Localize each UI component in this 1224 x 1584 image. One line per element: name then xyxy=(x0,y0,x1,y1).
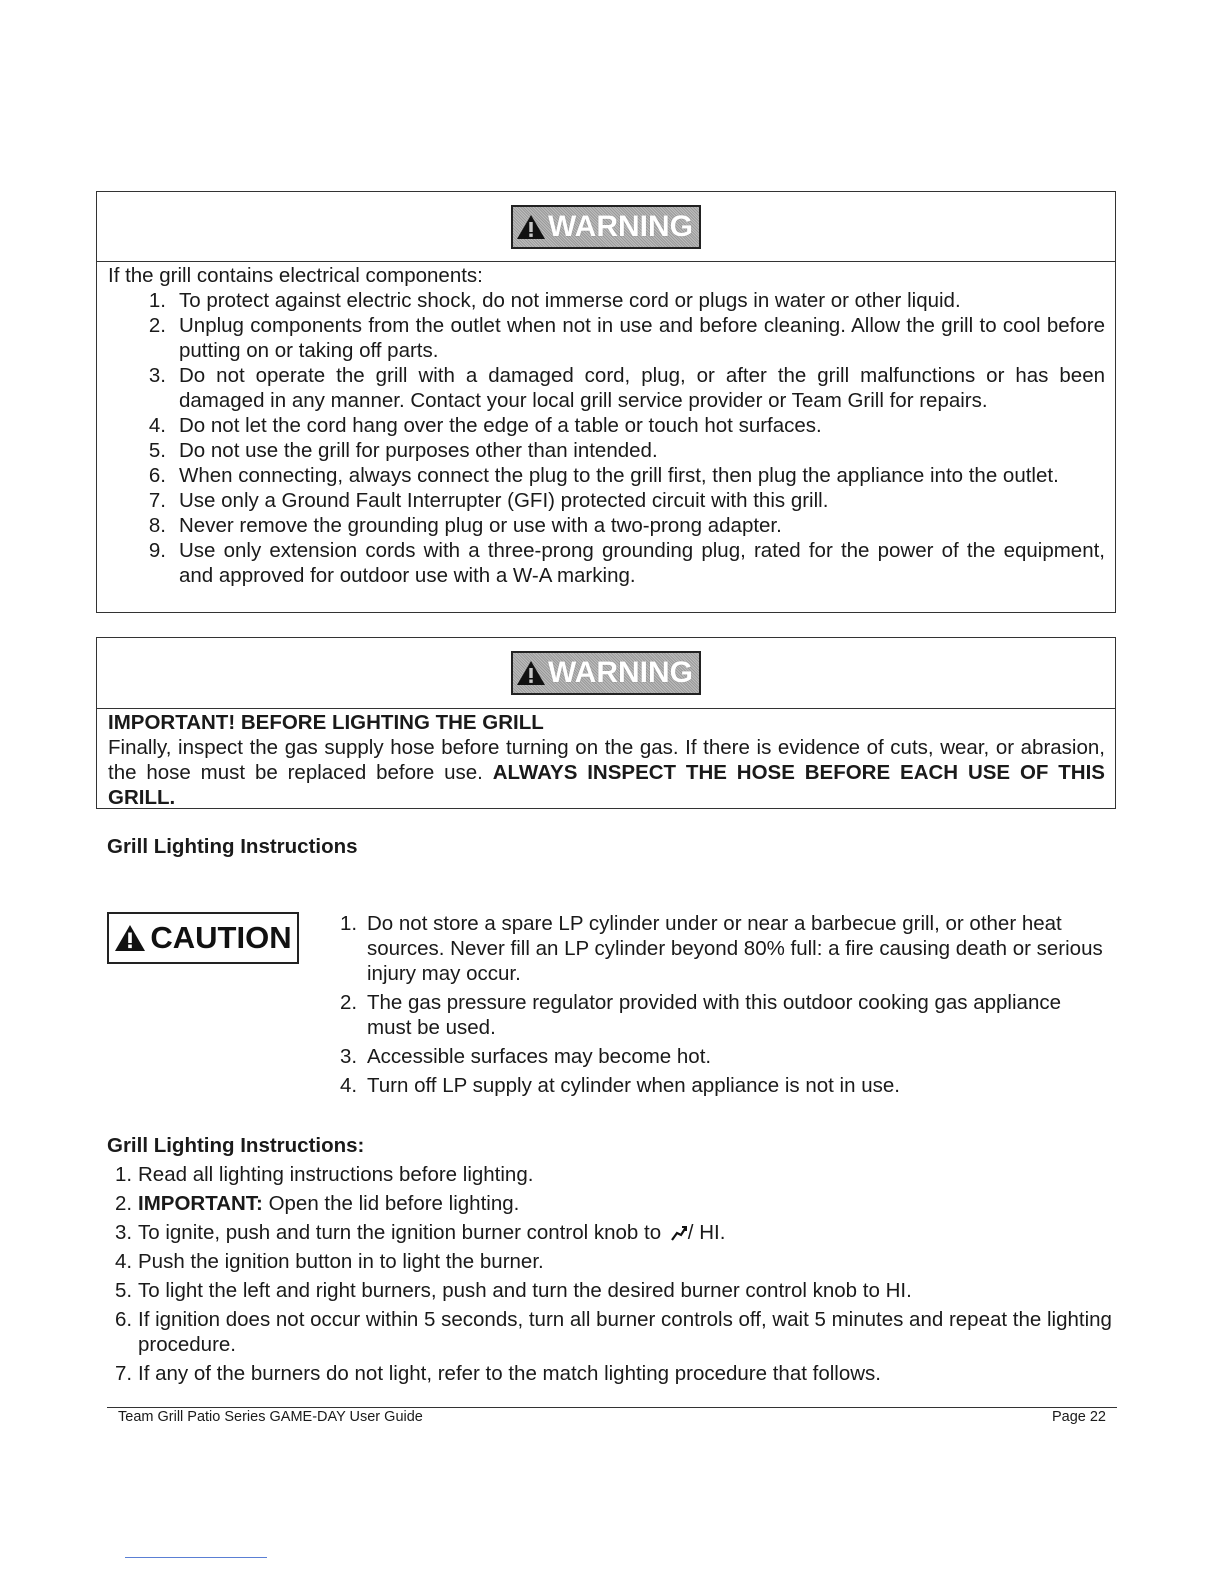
ignition-spark-icon xyxy=(670,1225,688,1241)
list-item: 7. If any of the burners do not light, refer to the match lighting procedure that follows. xyxy=(115,1362,881,1385)
section-title-lighting: Grill Lighting Instructions xyxy=(107,835,358,858)
warning-box-electrical xyxy=(96,191,1116,613)
warning-box-header xyxy=(97,638,1115,709)
warning-paragraph xyxy=(108,735,1105,810)
list-item: 2. IMPORTANT: Open the lid before lighting. xyxy=(115,1192,520,1215)
list-item: 6. If ignition does not occur within 5 seconds, turn all burner controls off, wait 5 minutes and repeat the lighting procedure. xyxy=(115,1308,1112,1356)
list-item: 5. To light the left and right burners, push and turn the desired burner control knob to HI. xyxy=(115,1279,912,1302)
warning-intro: If the grill contains electrical components: xyxy=(108,264,483,287)
warning-triangle-icon xyxy=(516,214,546,240)
warning-box-header xyxy=(97,192,1115,262)
warning-badge xyxy=(511,205,701,249)
bottom-divider xyxy=(125,1557,267,1558)
list-item: 4. Push the ignition button in to light the burner. xyxy=(115,1250,544,1273)
list-item: 3. Do not operate the grill with a damaged cord, plug, or after the grill malfunctions or has been damaged in any manner. Contact your local grill service provider or Team Grill for repairs. xyxy=(148,364,1105,412)
footer-divider xyxy=(107,1407,1117,1408)
list-item: 9. Use only extension cords with a three-prong grounding plug, rated for the power of the equipment, and approved for outdoor use with a W-A marking. xyxy=(148,539,1105,587)
caution-badge xyxy=(107,912,299,964)
section-title-lighting-steps: Grill Lighting Instructions: xyxy=(107,1134,365,1157)
warning-box-hose xyxy=(96,637,1116,809)
list-item: 2. Unplug components from the outlet when not in use and before cleaning. Allow the grill to cool before putting on or taking off parts. xyxy=(148,314,1105,362)
warning-box-body xyxy=(97,262,1115,588)
list-item: 6. When connecting, always connect the plug to the grill first, then plug the appliance into the outlet. xyxy=(148,464,1059,487)
list-item: 3. Accessible surfaces may become hot. xyxy=(340,1045,712,1068)
list-item: 4. Do not let the cord hang over the edge of a table or touch hot surfaces. xyxy=(148,414,822,437)
warning-emphasis-text: ALWAYS INSPECT THE HOSE BEFORE EACH USE OF THIS GRILL. xyxy=(108,761,1105,809)
warning-heading: IMPORTANT! BEFORE LIGHTING THE GRILL xyxy=(108,711,544,734)
list-item: 3. To ignite, push and turn the ignition burner control knob to / HI. xyxy=(115,1221,726,1244)
list-item: 1. To protect against electric shock, do not immerse cord or plugs in water or other liquid. xyxy=(148,289,961,312)
list-item: 8. Never remove the grounding plug or use with a two-prong adapter. xyxy=(148,514,782,537)
warning-badge-label: WARNING xyxy=(548,656,693,689)
caution-badge-label: CAUTION xyxy=(150,920,292,955)
warning-box-body xyxy=(97,709,1115,810)
footer-guide-title: Team Grill Patio Series GAME-DAY User Guide xyxy=(118,1409,423,1425)
warning-body-text: Finally, inspect the gas supply hose before turning on the gas. If there is evidence of cuts, wear, or abrasion, the hose must be replaced before use. xyxy=(108,736,1105,784)
list-item: 2. The gas pressure regulator provided with this outdoor cooking gas appliance must be used. xyxy=(340,991,1061,1039)
list-item: 5. Do not use the grill for purposes other than intended. xyxy=(148,439,658,462)
footer-page-number: Page 22 xyxy=(1051,1409,1106,1425)
electrical-warning-list xyxy=(108,288,1105,588)
caution-triangle-icon xyxy=(114,924,146,952)
warning-triangle-icon xyxy=(516,660,546,686)
list-item: 4. Turn off LP supply at cylinder when appliance is not in use. xyxy=(340,1074,900,1097)
list-item: 1. Read all lighting instructions before lighting. xyxy=(115,1163,534,1186)
lighting-steps-list xyxy=(115,1162,1115,1390)
list-item: 7. Use only a Ground Fault Interrupter (GFI) protected circuit with this grill. xyxy=(148,489,829,512)
warning-badge xyxy=(511,651,701,695)
list-item: 1. Do not store a spare LP cylinder under or near a barbecue grill, or other heat sources. Never fill an LP cylinder beyond 80% full: a fire causing death or serious injury may occur. xyxy=(340,912,1103,985)
warning-badge-label: WARNING xyxy=(548,209,693,243)
caution-list xyxy=(340,911,1110,1102)
